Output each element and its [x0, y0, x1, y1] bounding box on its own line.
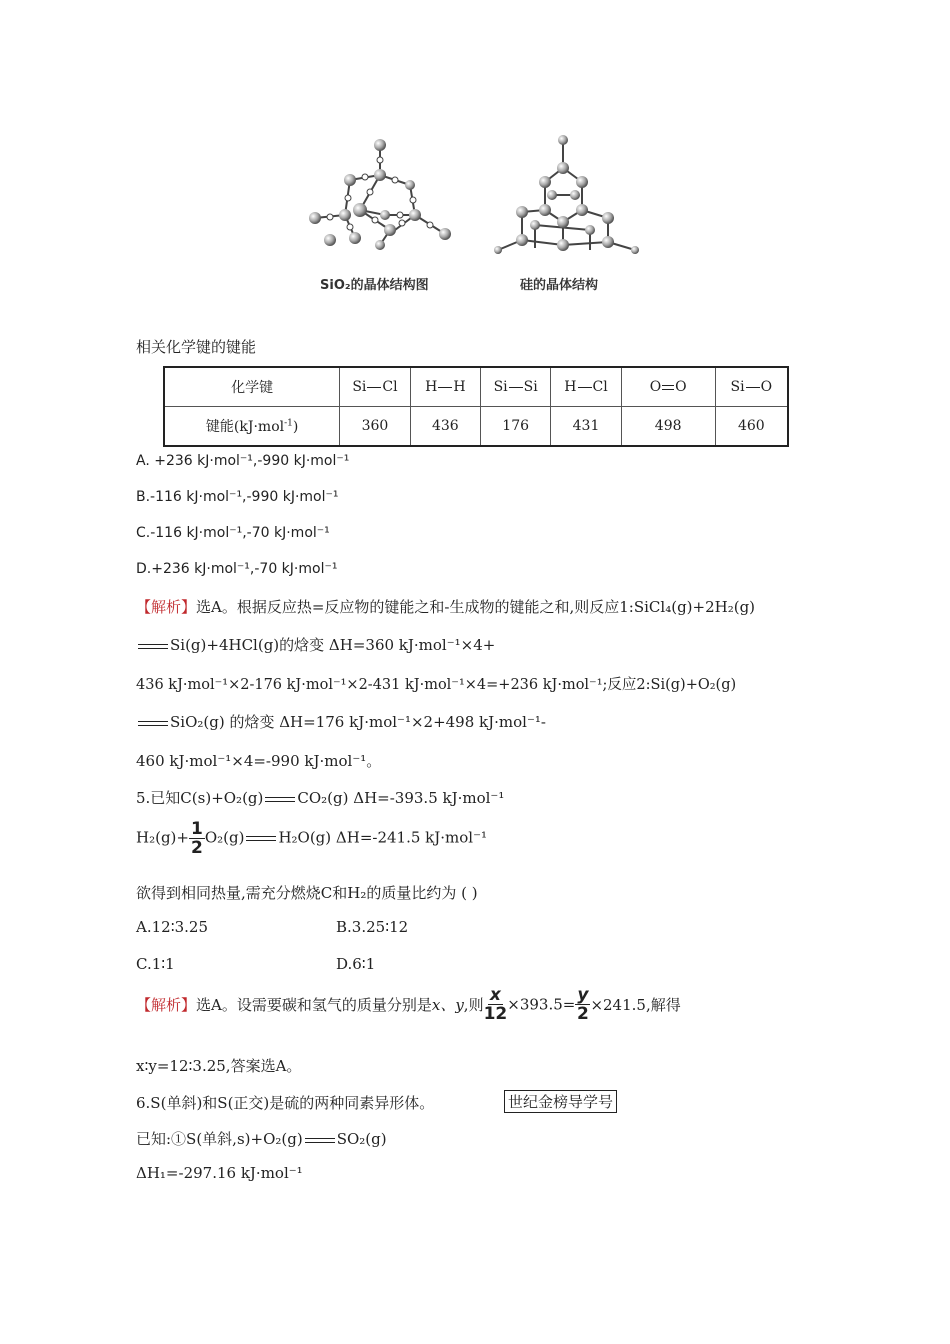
- q5-eq2-c: H₂O(g) ΔH=-241.5 kJ·mol⁻¹: [278, 828, 488, 847]
- source-badge: 世纪金榜导学号: [504, 1090, 617, 1113]
- bond-si-cl: Si Cl: [340, 367, 410, 407]
- q5-option-d: D.6∶1: [336, 955, 376, 973]
- q6-stem: 6.S(单斜)和S(正交)是硫的两种同素异形体。: [136, 1094, 435, 1112]
- bond-o-o: O O: [621, 367, 715, 407]
- bond-si-o: Si O: [715, 367, 788, 407]
- header-label: 化学键: [164, 367, 340, 407]
- bond-h-cl: H Cl: [551, 367, 621, 407]
- q4-analysis-line2: [136, 634, 495, 655]
- bond-si-si: Si Si: [481, 367, 551, 407]
- energy-cell: 460: [715, 407, 788, 447]
- sio2-figure-caption: SiO₂的晶体结构图: [320, 278, 429, 293]
- q5-option-a: A.12∶3.25: [136, 918, 208, 936]
- q6-known: 已知:①S(单斜,s)+O₂(g) SO₂(g): [136, 1130, 387, 1148]
- equals-sign: [138, 644, 168, 649]
- bond-h-h: H H: [410, 367, 480, 407]
- energy-cell: 176: [481, 407, 551, 447]
- bond-energy-table: [163, 366, 789, 447]
- q4-analysis-line1: [136, 596, 755, 617]
- q5-stem-a: 5.已知C(s)+O₂(g): [136, 789, 264, 807]
- option-b: B.-116 kJ·mol⁻¹,-990 kJ·mol⁻¹: [136, 489, 339, 505]
- silicon-crystal-figure: [490, 130, 650, 260]
- energy-cell: 498: [621, 407, 715, 447]
- q5-eq2-b: O₂(g): [204, 828, 245, 847]
- q5-equation2: [136, 820, 487, 857]
- q5-option-c: C.1∶1: [136, 955, 175, 973]
- x-over-12-fraction: $\frac{x}{12}$: [483, 985, 508, 1024]
- option-d: D.+236 kJ·mol⁻¹,-70 kJ·mol⁻¹: [136, 561, 338, 577]
- option-a: A. +236 kJ·mol⁻¹,-990 kJ·mol⁻¹: [136, 453, 350, 469]
- analysis-tag: 【解析】: [136, 598, 197, 616]
- q5-question: 欲得到相同热量,需充分燃烧C和H₂的质量比约为 ( ): [136, 884, 478, 902]
- q4-analysis-line3: 436 kJ·mol⁻¹×2-176 kJ·mol⁻¹×2-431 kJ·mol⁻¹×4=+236 kJ·mol⁻¹;反应2:Si(g)+O₂(g): [136, 677, 737, 693]
- option-c: C.-116 kJ·mol⁻¹,-70 kJ·mol⁻¹: [136, 525, 330, 541]
- equals-sign: [265, 797, 295, 802]
- q4-analysis-text1: 选A。根据反应热=反应物的键能之和-生成物的键能之和,则反应1:SiCl₄(g)+2H₂(g): [196, 598, 756, 616]
- table-intro: 相关化学键的键能: [136, 338, 257, 356]
- q5-eq2-a: H₂(g)+: [136, 828, 189, 847]
- q6-delta-h1: ΔH₁=-297.16 kJ·mol⁻¹: [136, 1164, 303, 1182]
- q5-option-b: B.3.25∶12: [336, 918, 409, 936]
- energy-cell: 431: [551, 407, 621, 447]
- q5-stem-b: CO₂(g) ΔH=-393.5 kJ·mol⁻¹: [297, 789, 505, 807]
- q4-analysis-line4: [136, 711, 546, 732]
- q4-analysis-line5: 460 kJ·mol⁻¹×4=-990 kJ·mol⁻¹。: [136, 752, 382, 770]
- analysis-tag: 【解析】: [136, 996, 197, 1014]
- silicon-figure-caption: 硅的晶体结构: [520, 278, 599, 293]
- equals-sign: [305, 1138, 335, 1143]
- y-over-2-fraction: $\frac{y}{2}$: [576, 985, 589, 1024]
- energy-cell: 436: [410, 407, 480, 447]
- table-energy-row: [164, 407, 788, 447]
- q4-analysis-text2: Si(g)+4HCl(g)的焓变 ΔH=360 kJ·mol⁻¹×4+: [170, 636, 496, 654]
- q5-analysis: 【解析】选A。设需要碳和氢气的质量分别是x、y,则 $\frac{x}{12}$ ×393.5= $\frac{y}{2}$ ×241.5,解得: [136, 985, 681, 1024]
- sio2-crystal-figure: [300, 130, 460, 260]
- q4-analysis-text4: SiO₂(g) 的焓变 ΔH=176 kJ·mol⁻¹×2+498 kJ·mol⁻¹-: [170, 713, 546, 731]
- equals-sign: [246, 836, 276, 841]
- energy-cell: 360: [340, 407, 410, 447]
- table-header-row: [164, 367, 788, 407]
- equals-sign: [138, 721, 168, 726]
- row-label: 键能(kJ·mol$^{-1}$): [164, 407, 340, 447]
- q5-analysis-line2: x∶y=12∶3.25,答案选A。: [136, 1057, 302, 1075]
- half-fraction: $\frac{1}{2}$: [190, 819, 203, 858]
- q5-stem: [136, 787, 504, 808]
